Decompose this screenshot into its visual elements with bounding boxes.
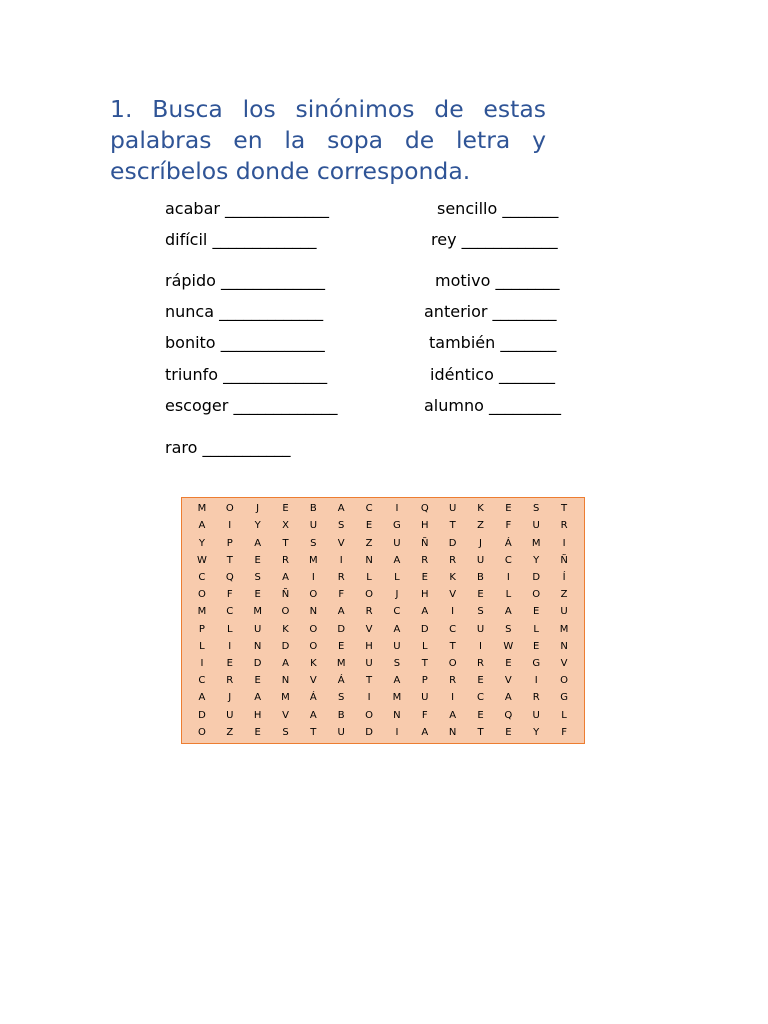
grid-letter[interactable]: F <box>421 709 428 721</box>
grid-letter[interactable]: U <box>393 537 401 549</box>
grid-letter[interactable]: O <box>197 726 206 738</box>
grid-letter[interactable]: M <box>309 554 318 566</box>
word-anterior: anterior ________ <box>424 302 557 321</box>
grid-letter[interactable]: V <box>337 537 345 549</box>
grid-letter[interactable]: E <box>254 554 261 566</box>
answer-blank[interactable]: ___________ <box>202 438 291 457</box>
grid-letter[interactable]: D <box>365 726 373 738</box>
word-identico: idéntico _______ <box>430 365 555 384</box>
grid-letter[interactable]: E <box>254 589 261 601</box>
grid-letter[interactable]: O <box>197 589 206 601</box>
grid-letter[interactable]: I <box>200 658 204 670</box>
grid-letter[interactable]: N <box>281 675 290 687</box>
grid-letter[interactable]: D <box>337 623 346 635</box>
answer-blank[interactable]: _____________ <box>219 302 324 321</box>
grid-letter[interactable]: A <box>449 709 457 721</box>
grid-letter[interactable]: A <box>309 709 317 721</box>
grid-letter[interactable]: A <box>282 571 289 583</box>
grid-letter[interactable]: U <box>309 520 318 532</box>
grid-letter[interactable]: U <box>393 640 401 652</box>
word-escoger: escoger _____________ <box>165 396 338 415</box>
grid-letter[interactable]: S <box>338 692 345 704</box>
grid-letter[interactable]: I <box>367 692 371 704</box>
grid-letter[interactable]: H <box>253 709 262 721</box>
grid-letter[interactable]: O <box>309 623 318 635</box>
grid-letter[interactable]: Q <box>504 709 513 721</box>
grid-letter[interactable]: V <box>365 623 373 635</box>
grid-letter[interactable]: U <box>476 623 485 635</box>
grid-letter[interactable]: M <box>197 606 207 618</box>
grid-letter[interactable]: Z <box>560 589 568 601</box>
grid-letter[interactable]: Z <box>365 537 373 549</box>
grid-letter[interactable]: D <box>532 571 541 583</box>
grid-letter[interactable]: D <box>281 640 290 652</box>
grid-letter[interactable]: C <box>477 692 484 704</box>
grid-letter[interactable]: E <box>477 675 484 687</box>
grid-letter[interactable]: N <box>393 709 401 721</box>
grid-letter[interactable]: Q <box>420 503 429 515</box>
word-rapido: rápido _____________ <box>165 271 326 290</box>
grid-letter[interactable]: V <box>504 675 512 687</box>
grid-letter[interactable]: I <box>339 554 343 566</box>
grid-letter[interactable]: I <box>451 606 455 618</box>
word-motivo: motivo ________ <box>435 271 560 290</box>
grid-letter[interactable]: N <box>253 640 262 652</box>
grid-letter[interactable]: E <box>365 520 373 532</box>
grid-letter[interactable]: P <box>198 623 205 635</box>
answer-blank[interactable]: _____________ <box>225 199 330 218</box>
word-sencillo: sencillo _______ <box>437 199 559 218</box>
grid-letter[interactable]: O <box>225 503 234 515</box>
grid-letter[interactable]: E <box>421 571 428 583</box>
grid-letter[interactable]: E <box>254 675 261 687</box>
grid-letter[interactable]: P <box>226 537 233 549</box>
word-bonito: bonito _____________ <box>165 333 325 352</box>
grid-letter[interactable]: L <box>421 640 428 652</box>
grid-letter[interactable]: E <box>338 640 345 652</box>
grid-letter[interactable]: S <box>505 623 512 635</box>
instruction-text: 1. Busca los sinónimos de estas palabras en la sopa de letra y escríbelos donde corresponda. <box>110 95 546 185</box>
grid-letter[interactable]: E <box>533 606 540 618</box>
grid-letter[interactable]: B <box>309 503 317 515</box>
grid-letter[interactable]: V <box>449 589 457 601</box>
grid-letter[interactable]: Y <box>533 726 540 738</box>
word-nunca: nunca _____________ <box>165 302 324 321</box>
grid-letter[interactable]: U <box>532 709 540 721</box>
grid-letter[interactable]: K <box>477 503 484 515</box>
grid-letter[interactable]: Ñ <box>421 537 429 549</box>
grid-letter[interactable]: U <box>365 658 373 670</box>
grid-letter[interactable]: E <box>533 640 540 652</box>
letter-grid <box>188 500 578 741</box>
grid-letter[interactable]: X <box>282 520 289 532</box>
grid-letter[interactable]: Í <box>562 571 566 583</box>
answer-blank[interactable]: _____________ <box>220 333 325 352</box>
grid-letter[interactable]: C <box>449 623 457 635</box>
grid-letter[interactable]: T <box>310 726 317 738</box>
grid-letter[interactable]: U <box>253 623 262 635</box>
grid-letter[interactable]: T <box>477 726 484 738</box>
grid-letter[interactable]: U <box>226 709 234 721</box>
word-tambien: también _______ <box>429 333 557 352</box>
grid-letter[interactable]: R <box>337 571 345 583</box>
grid-letter[interactable]: O <box>532 589 541 601</box>
grid-letter[interactable]: A <box>393 623 401 635</box>
grid-letter[interactable]: R <box>226 675 234 687</box>
grid-letter[interactable]: M <box>281 692 290 704</box>
word-search-puzzle <box>181 497 585 744</box>
grid-letter[interactable]: T <box>421 658 428 670</box>
grid-letter[interactable]: O <box>309 589 318 601</box>
grid-letter[interactable]: J <box>256 503 260 515</box>
answer-blank[interactable]: _________ <box>489 396 561 415</box>
grid-letter[interactable]: A <box>254 692 262 704</box>
grid-letter[interactable]: P <box>421 675 428 687</box>
grid-letter[interactable]: U <box>337 726 345 738</box>
grid-letter[interactable]: M <box>392 692 402 704</box>
grid-letter[interactable]: B <box>477 571 484 583</box>
word-triunfo: triunfo _____________ <box>165 365 328 384</box>
grid-letter[interactable]: G <box>532 658 541 670</box>
grid-letter[interactable]: F <box>561 726 567 738</box>
grid-letter[interactable]: T <box>561 503 568 515</box>
grid-letter[interactable]: G <box>393 520 401 532</box>
grid-letter[interactable]: E <box>477 589 484 601</box>
grid-letter[interactable]: O <box>309 640 318 652</box>
grid-letter[interactable]: V <box>282 709 289 721</box>
answer-blank[interactable]: _____________ <box>221 271 326 290</box>
answer-blank[interactable]: ________ <box>492 302 557 321</box>
grid-letter[interactable]: O <box>365 709 373 721</box>
grid-letter[interactable]: Y <box>254 520 261 532</box>
grid-letter[interactable]: E <box>226 658 233 670</box>
grid-letter[interactable]: V <box>560 658 568 670</box>
grid-letter[interactable]: R <box>449 675 457 687</box>
grid-letter[interactable]: U <box>560 606 568 618</box>
word-rey: rey ____________ <box>431 230 558 249</box>
grid-letter[interactable]: O <box>448 658 457 670</box>
grid-letter[interactable]: U <box>448 503 457 515</box>
grid-letter[interactable]: J <box>395 589 399 601</box>
grid-letter[interactable]: J <box>479 537 482 549</box>
grid-letter[interactable]: Á <box>504 537 512 549</box>
grid-letter[interactable]: Á <box>309 692 317 704</box>
answer-blank[interactable]: _______ <box>498 365 555 384</box>
grid-letter[interactable]: E <box>505 658 512 670</box>
grid-letter[interactable]: Ñ <box>281 589 290 601</box>
grid-letter[interactable]: C <box>504 554 512 566</box>
grid-letter[interactable]: I <box>395 503 399 515</box>
grid-letter[interactable]: R <box>282 554 289 566</box>
grid-letter[interactable]: K <box>282 623 289 635</box>
grid-letter[interactable]: L <box>505 589 512 601</box>
grid-letter[interactable]: M <box>531 537 541 549</box>
grid-letter[interactable]: I <box>311 571 315 583</box>
answer-blank[interactable]: ____________ <box>461 230 558 249</box>
grid-letter[interactable]: R <box>365 606 373 618</box>
grid-letter[interactable]: A <box>198 520 206 532</box>
grid-letter[interactable]: U <box>476 554 485 566</box>
grid-letter[interactable]: I <box>562 537 566 549</box>
grid-letter[interactable]: I <box>451 692 455 704</box>
grid-letter[interactable]: E <box>254 726 261 738</box>
grid-letter[interactable]: Z <box>226 726 234 738</box>
grid-letter[interactable]: R <box>560 520 568 532</box>
grid-letter[interactable]: A <box>337 606 345 618</box>
grid-letter[interactable]: O <box>560 675 568 687</box>
answer-blank[interactable]: ________ <box>495 271 560 290</box>
grid-letter[interactable]: S <box>282 726 289 738</box>
grid-letter[interactable]: D <box>253 658 262 670</box>
grid-letter[interactable]: S <box>393 658 401 670</box>
word-raro: raro ___________ <box>165 438 291 457</box>
grid-letter[interactable]: T <box>226 554 233 566</box>
grid-letter[interactable]: H <box>421 520 429 532</box>
grid-letter[interactable]: A <box>504 692 512 704</box>
grid-letter[interactable]: D <box>448 537 457 549</box>
grid-letter[interactable]: T <box>449 520 456 532</box>
grid-letter[interactable]: C <box>393 606 401 618</box>
word-dificil: difícil _____________ <box>165 230 317 249</box>
grid-letter[interactable]: W <box>196 554 207 566</box>
grid-letter[interactable]: A <box>282 658 289 670</box>
grid-letter[interactable]: S <box>533 503 540 515</box>
answer-blank[interactable]: _____________ <box>233 396 338 415</box>
grid-letter[interactable]: L <box>561 709 567 721</box>
grid-letter[interactable]: D <box>198 709 206 721</box>
grid-letter[interactable]: W <box>503 640 514 652</box>
answer-blank[interactable]: _____________ <box>223 365 328 384</box>
grid-letter[interactable]: S <box>254 571 261 583</box>
grid-letter[interactable]: F <box>505 520 512 532</box>
grid-letter[interactable]: A <box>198 692 206 704</box>
grid-letter[interactable]: I <box>479 640 482 652</box>
grid-letter[interactable]: N <box>365 554 373 566</box>
grid-letter[interactable]: Y <box>533 554 540 566</box>
answer-blank[interactable]: _____________ <box>212 230 317 249</box>
grid-letter[interactable]: D <box>420 623 429 635</box>
grid-letter[interactable]: K <box>310 658 317 670</box>
grid-letter[interactable]: M <box>253 606 262 618</box>
grid-letter[interactable]: F <box>338 589 345 601</box>
grid-letter[interactable]: K <box>449 571 456 583</box>
grid-letter[interactable]: A <box>254 537 262 549</box>
word-alumno: alumno _________ <box>424 396 561 415</box>
grid-letter[interactable]: T <box>366 675 373 687</box>
grid-letter[interactable]: R <box>449 554 457 566</box>
grid-letter[interactable]: L <box>394 571 400 583</box>
grid-letter[interactable]: E <box>477 709 484 721</box>
grid-letter[interactable]: A <box>421 726 429 738</box>
grid-letter[interactable]: Ñ <box>560 554 568 566</box>
grid-letter[interactable]: A <box>393 675 401 687</box>
grid-letter[interactable]: I <box>395 726 399 738</box>
answer-blank[interactable]: _______ <box>502 199 559 218</box>
grid-letter[interactable]: R <box>532 692 540 704</box>
grid-letter[interactable]: Á <box>337 675 345 687</box>
grid-letter[interactable]: A <box>337 503 345 515</box>
grid-letter[interactable]: C <box>226 606 234 618</box>
grid-letter[interactable]: O <box>365 589 373 601</box>
grid-letter[interactable]: R <box>421 554 429 566</box>
grid-letter[interactable]: L <box>533 623 539 635</box>
grid-letter[interactable]: O <box>281 606 290 618</box>
grid-letter[interactable]: G <box>560 692 568 704</box>
grid-letter[interactable]: L <box>199 640 205 652</box>
grid-letter[interactable]: E <box>505 726 512 738</box>
answer-blank[interactable]: _______ <box>500 333 557 352</box>
grid-letter[interactable]: I <box>506 571 510 583</box>
grid-letter[interactable]: F <box>226 589 233 601</box>
grid-letter[interactable]: L <box>226 623 233 635</box>
grid-letter[interactable]: T <box>449 640 456 652</box>
word-acabar: acabar _____________ <box>165 199 330 218</box>
grid-letter[interactable]: A <box>504 606 512 618</box>
grid-letter[interactable]: U <box>421 692 429 704</box>
grid-letter[interactable]: A <box>421 606 429 618</box>
grid-letter[interactable]: H <box>365 640 373 652</box>
grid-letter[interactable]: M <box>197 503 207 515</box>
grid-letter[interactable]: I <box>534 675 538 687</box>
grid-letter[interactable]: N <box>560 640 568 652</box>
grid-letter[interactable]: Q <box>225 571 234 583</box>
grid-letter[interactable]: S <box>310 537 317 549</box>
grid-letter[interactable]: B <box>337 709 345 721</box>
grid-letter[interactable]: C <box>198 675 206 687</box>
grid-letter[interactable]: I <box>228 640 232 652</box>
grid-letter[interactable]: N <box>448 726 457 738</box>
grid-letter[interactable]: E <box>282 503 289 515</box>
grid-letter[interactable]: Z <box>477 520 484 532</box>
grid-letter[interactable]: M <box>336 658 346 670</box>
grid-letter[interactable]: I <box>228 520 232 532</box>
grid-letter[interactable]: L <box>366 571 372 583</box>
grid-letter[interactable]: N <box>309 606 318 618</box>
grid-letter[interactable]: A <box>393 554 401 566</box>
grid-letter[interactable]: S <box>477 606 484 618</box>
grid-letter[interactable]: C <box>365 503 373 515</box>
grid-letter[interactable]: U <box>532 520 540 532</box>
grid-letter[interactable]: Y <box>198 537 205 549</box>
grid-letter[interactable]: J <box>228 692 232 704</box>
grid-letter[interactable]: S <box>338 520 345 532</box>
grid-letter[interactable]: V <box>309 675 317 687</box>
grid-letter[interactable]: E <box>505 503 512 515</box>
grid-letter[interactable]: C <box>198 571 206 583</box>
grid-letter[interactable]: M <box>559 623 569 635</box>
grid-letter[interactable]: H <box>421 589 429 601</box>
grid-letter[interactable]: T <box>282 537 289 549</box>
grid-letter[interactable]: R <box>477 658 484 670</box>
